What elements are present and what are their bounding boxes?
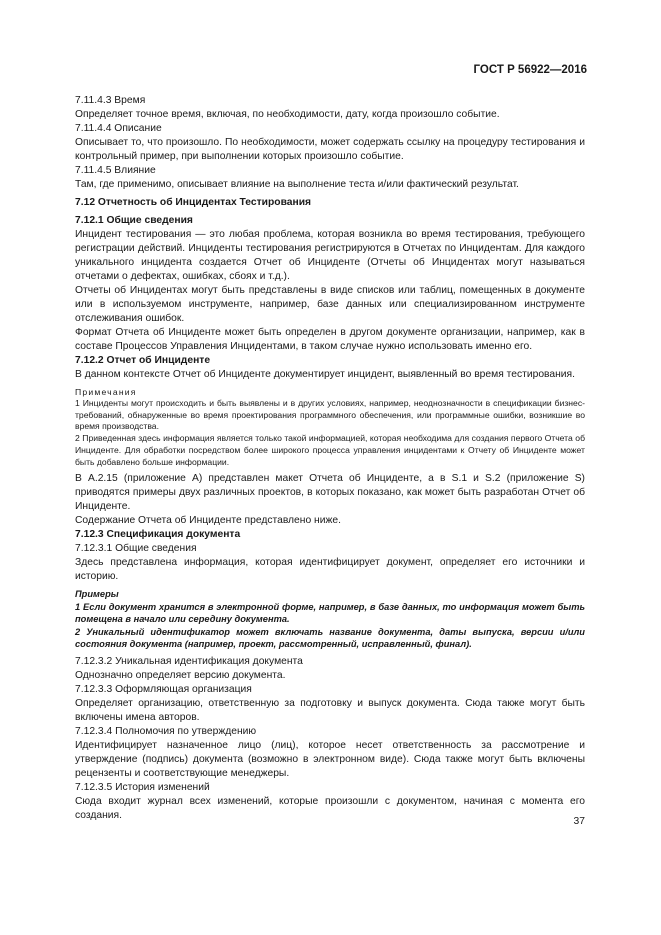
paragraph: В А.2.15 (приложение А) представлен макет Отчета об Инциденте, а в S.1 и S.2 (приложение S) приводятся примеры двух различных проектов, в которых показано, как может быть разработан Отчет об Инциденте.: [75, 473, 585, 513]
paragraph: Формат Отчета об Инциденте может быть определен в другом документе организации, например, как в составе Процессов Управления Инцидентами, в таком случае нужно использовать именно его.: [75, 327, 585, 352]
paragraph: Сюда входит журнал всех изменений, которые произошли с документом, начиная с момента его создания.: [75, 795, 585, 821]
paragraph: Здесь представлена информация, которая идентифицирует документ, определяет его источники и историю.: [75, 557, 585, 583]
note-item: 1 Инциденты могут происходить и быть выявлены и в других условиях, например, неоднозначности в спецификации бизнес-требований, обнаруженные во время проектирования программного обеспечения, или программные ошибки, возникшие во время производства.: [75, 398, 585, 432]
subsection-heading: 7.12.3.5 История изменений: [75, 781, 210, 793]
section-heading: 7.12.3 Спецификация документа: [75, 529, 241, 541]
standard-header: ГОСТ Р 56922—2016: [473, 64, 587, 76]
paragraph: Там, где применимо, описывает влияние на выполнение теста и/или фактический результат.: [75, 179, 519, 190]
paragraph: Однозначно определяет версию документа.: [75, 669, 286, 681]
section-heading: 7.12.2 Отчет об Инциденте: [75, 355, 211, 366]
paragraph: Описывает то, что произошло. По необходимости, может содержать ссылку на процедуру тестирования и контрольный пример, при выполнении которых произошло событие.: [75, 137, 585, 162]
subsection-heading: 7.11.4.4 Описание: [75, 123, 162, 134]
note-item: 2 Приведенная здесь информация является только такой информацией, которая необходима для создания первого Отчета об Инциденте. Для обработки посредством более широкого процесса управления инцидентами к Отчету об Инциденте может быть добавлено больше информации.: [75, 433, 585, 467]
paragraph: Определяет точное время, включая, по необходимости, дату, когда произошло событие.: [75, 109, 500, 120]
subsection-heading: 7.12.3.2 Уникальная идентификация документа: [75, 655, 303, 667]
paragraph: В данном контексте Отчет об Инциденте документирует инцидент, выявленный во время тестирования.: [75, 369, 575, 380]
subsection-heading: 7.11.4.3 Время: [75, 95, 146, 106]
paragraph: Содержание Отчета об Инциденте представлено ниже.: [75, 515, 341, 527]
paragraph: Отчеты об Инцидентах могут быть представлены в виде списков или таблиц, помещенных в документе или в используемом инструменте, например, базе данных или специализированном инструменте отслеживания ошибок.: [75, 285, 585, 324]
subsection-heading: 7.12.3.3 Оформляющая организация: [75, 683, 252, 695]
paragraph: Инцидент тестирования — это любая проблема, которая возникла во время тестирования, требующего регистрации действий. Инциденты тестирования регистрируются в Отчетах по Инцидентам. Для каждого уникального инцидента создается Отчет об Инциденте (Отчеты об Инцидентах могут называться отчетами о дефектах, ошибках, сбоях и т.д.).: [75, 229, 585, 282]
examples-heading: Примеры: [75, 589, 119, 600]
paragraph: Идентифицирует назначенное лицо (лиц), которое несет ответственность за рассмотрение и утверждение (подпись) документа (возможно в электронном виде). Сюда также могут быть включены рецензенты и соответствующие менеджеры.: [75, 739, 585, 779]
subsection-heading: 7.12.3.4 Полномочия по утверждению: [75, 725, 257, 737]
paragraph: Определяет организацию, ответственную за подготовку и выпуск документа. Сюда также могут быть включены имена авторов.: [75, 697, 585, 723]
example-item: 2 Уникальный идентификатор может включать название документа, даты выпуска, версии и/или состояния документа (например, проект, рассмотренный, исправленный, финал).: [75, 626, 585, 650]
subsection-heading: 7.12.3.1 Общие сведения: [75, 543, 197, 555]
section-heading: 7.12.1 Общие сведения: [75, 215, 193, 226]
notes-heading: Примечания: [75, 387, 137, 397]
section-heading: 7.12 Отчетность об Инцидентах Тестирования: [75, 197, 312, 208]
example-item: 1 Если документ хранится в электронной форме, например, в базе данных, то информация может быть помещена в начало или середину документа.: [75, 601, 585, 625]
document-body: [75, 94, 585, 823]
subsection-heading: 7.11.4.5 Влияние: [75, 165, 156, 176]
page-number: 37: [573, 816, 585, 827]
